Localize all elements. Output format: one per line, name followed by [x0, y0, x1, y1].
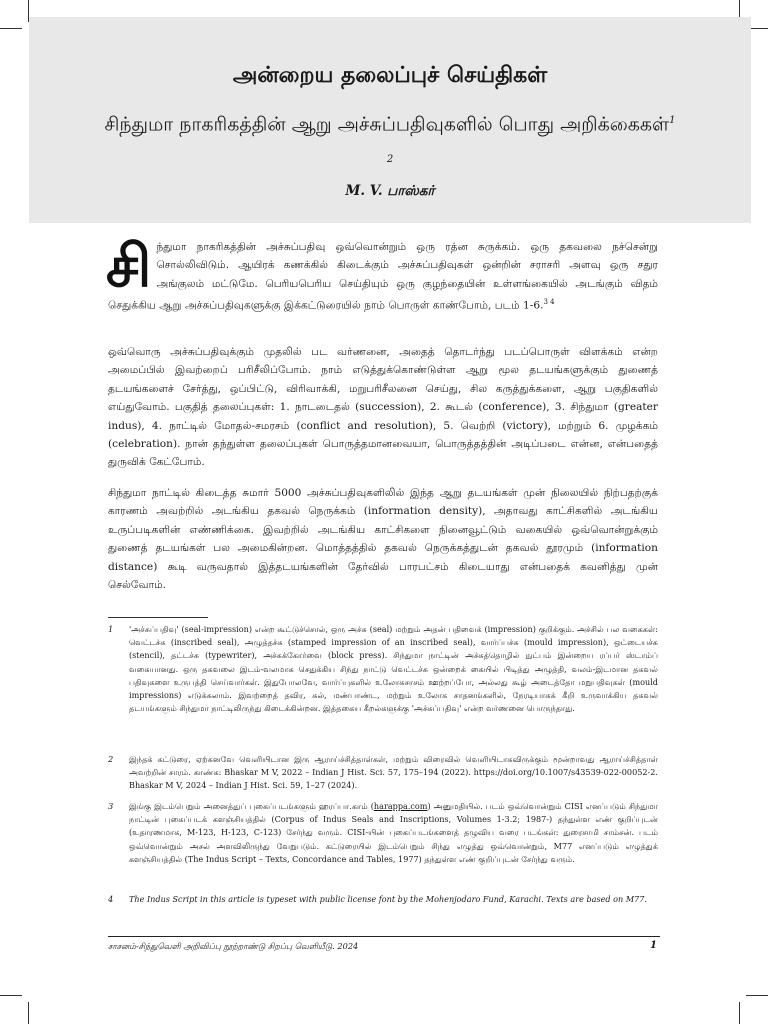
footer-rule	[108, 936, 660, 937]
crop-mark	[739, 1002, 740, 1024]
crop-mark	[746, 995, 768, 996]
harappa-link[interactable]: harappa.com	[373, 801, 428, 811]
footnote-text-before-link: இங்கு இடம்பெறும் அனைத்துப் புகைப்படங்களும் ஹரப்பா.காம் (	[129, 801, 374, 811]
footnote-separator	[108, 617, 208, 618]
footnote-number: 1	[108, 624, 114, 634]
footnote-text	[129, 800, 658, 866]
paragraph-structure: ஒவ்வொரு அச்சுப்பதிவுக்கும் முதலில் பட வர்ணனை, அதைத் தொடர்ந்து படப்பொருள் விளக்கம் என்ற அமைப்பில் இவற்றைப் பரிசீலிப்போம். நாம் எடுத்துக்கொண்டுள்ள ஆறு மூல தடயங்களுக்கும் துணைத் தடயங்களைச் சேர்த்து, ஒப்பிட்டு, விரிவாக்கி, மறுபரிசீலனை செய்து, சில கருத்துக்களை, ஆறு பகுதிகளில் எய்துவோம். பகுதித் தலைப்புகள்: 1. நாடடைதல் (succession), 2. கூடல் (conference), 3. சிந்துமா (greater indus), 4. நாட்டில் மோதல்-சமரசம் (conflict and resolution), 5. வெற்றி (victory), மற்றும் 6. முழக்கம் (celebration). நான் தந்துள்ள தலைப்புகள் பொருத்தமானவையா, பொருத்தத்தின் அடிப்படை என்ன, என்பதைத் துருவிக் கேட்போம்.	[108, 346, 658, 469]
footnote-2	[108, 753, 658, 793]
footnote-4	[108, 893, 658, 906]
footnote-text: இந்தக் கட்டுரை, ஏற்கனவே வெளியிடான இரு ஆராய்ச்சித்தாள்கள், மற்றும் விரைவில் வெளியிடாகவிருக்கும் மூன்றாவது ஆராய்ச்சித்தாள் அவற்றின் சாரம். காண்க: Bhaskar M V, 2022 – Indian J Hist. Sci. 57, 175–194 (2022). https://doi.org/10.1007/s43539-022-00052-2. Bhaskar M V, 2024 – Indian J Hist. Sci. 59, 1–27 (2024).	[129, 754, 658, 791]
footnote-text-after-link: ) அனுமதியில். படம் ஒவ்வொன்றும் CISI எனப்படும் சிந்துமா நாட்டின் புகைப்படக் களஞ்சியத்தில் (Corpus of Indus Seals and Inscriptions, Volumes 1-3.2; 1987-) தந்துள்ள எண் குறிப்புடன் (உதாரணமாக, M-123, H-123, C-123) சேர்ந்து வரும். CISI-யின் புகைப்படங்களைத் தழுவிய வரை படங்கள்: துரைசாமி சாம்சன். படம் ஒவ்வொன்றும் அசல் அளவிலிருந்து வேறுபடும். கட்டுரையில் இடம்பெறும் சிந்து எழுத்து ஒவ்வொன்றும், M77 எனப்படும் எழுத்துக் களஞ்சியத்தில் (The Indus Script – Texts, Concordance and Tables, 1977) தந்துள்ள எண் குறிப்புடன் சேர்ந்து வரும்.	[129, 801, 658, 864]
footnote-number: 3	[108, 801, 114, 811]
footnote-text: The Indus Script in this article is typeset with public license font by the Mohenjodaro Fund, Karachi. Texts are based on M77.	[129, 894, 647, 904]
intro-footnote-refs: 3 4	[543, 298, 555, 307]
subtitle-footnote-refs: 1 2	[386, 115, 676, 166]
crop-mark	[0, 995, 22, 996]
paragraph-intro-text: ந்துமா நாகரிகத்தின் அச்சுப்பதிவு ஒவ்வொன்றும் ஒரு ரத்ன சுருக்கம். ஒரு தகவலை நச்சென்று சொல்லிவிடும். ஆயிரக் கணக்கில் கிடைக்கும் அச்சுப்பதிவுகள் ஒன்றின் சராசரி அளவு ஒரு சதுர அங்குலம் மட்டுமே. பெரியபெரிய செய்தியும் ஒரு குழந்தையின் உள்ளங்கையில் அடங்கும் விதம் செதுக்கிய ஆறு அச்சுப்பதிவுகளுக்கு இக்கட்டுரையில் நாம் பொருள் காண்போம், படம் 1-6.	[108, 241, 658, 312]
author-name: M. V. பாஸ்கர்	[345, 183, 435, 199]
footnote-number: 2	[108, 754, 114, 764]
drop-cap: சி	[106, 232, 152, 300]
crop-mark	[28, 1002, 29, 1024]
footnote-3	[108, 800, 658, 866]
paragraph-selection: சிந்துமா நாட்டில் கிடைத்த சுமார் 5000 அச்சுப்பதிவுகளிலில் இந்த ஆறு தடயங்கள் முன் நிலையில் நிற்பதற்குக் காரணம் அவற்றில் அடங்கிய தகவல் நெருக்கம் (information density), அதாவது காட்சிகளில் அடங்கிய உருப்படிகளின் எண்ணிக்கை. இவற்றில் அடங்கிய காட்சிகளை நினைவூட்டும் வகையில் ஒவ்வொன்றுக்கும் துணைத் தடயங்கள் பல அமைகின்றன. மொத்தத்தில் தகவல் நெருக்கத்துடன் தகவல் தூரமும் (information distance) கூடி வருவதால் இத்தடயங்களின் தேர்வில் பாரபட்சம் கிடையாது என்பதைக் கவனித்து முன் செல்வோம்.	[108, 487, 658, 592]
footnote-text: 'அச்சுப்பதிவு' (seal-impression) என்ற கூட்டுச்சொல், ஒரு அச்சு (seal) மற்றும் அதன் பதிவைக் (impression) குறிக்கும். அச்சில் பல வகைகள்: வெட்டச்சு (inscribed seal), அழுத்தச்சு (stamped impression of an inscribed seal), வார்ப்பச்சு (mould impression), ஒட்டையச்சு (stencil), தட்டச்சு (typewriter), அச்சுக்கோர்வை (block press). சிந்துமா நாட்டின் அச்சுத்தொழில் நுட்பம் இன்றைய ரப்பர் ஸ்டாம்ப் வகையானது. ஒரு தகவலை இடம்-வலமாக செதுக்கிய சிந்து நாட்டு வெட்டச்சு ஒன்றைக் கையில் பிடித்து அழுத்தி, வலம்-இடமான தகவல் பதிவுகளை உருபத்தி செய்வார்கள். இதுபோலவே, வார்ப்புகளில் உலோகசாசம் ஊற்றப்போ, அல்லது கூழ் அடைத்தோ மறுபதிவுகள் (mould impressions) எடுக்கலாம். இவற்றைத் தவிர, கல், மண்பாண்ட, மற்றும் உலோக சாதனங்களில், நேரடியாகக் கீறி உருவாக்கிய தகவல் தடயங்களும் சிந்துமா நாட்டிலிருந்து கிடைக்கின்றன. இத்தகைய கீறல்களுக்கு 'அச்சுப்பதிவு' என்ற வர்ணனை பொருந்தாது.	[129, 624, 658, 714]
crop-mark	[0, 28, 22, 29]
paragraph-intro	[106, 232, 658, 315]
footnote-1	[108, 623, 658, 715]
footnote-number: 4	[108, 894, 114, 904]
footer-publication: சாசனம்-சிந்துவெளி அறிவிப்பு நூற்றாண்டு சிறப்பு வெளியீடு. 2024	[108, 941, 359, 951]
article-subtitle	[100, 103, 680, 182]
page-number: 1	[650, 940, 657, 951]
article-title: அன்றைய தலைப்புச் செய்திகள்	[232, 62, 548, 88]
article-subtitle-text: சிந்துமா நாகரிகத்தின் ஆறு அச்சுப்பதிவுகளில் பொது அறிக்கைகள்	[104, 113, 670, 136]
